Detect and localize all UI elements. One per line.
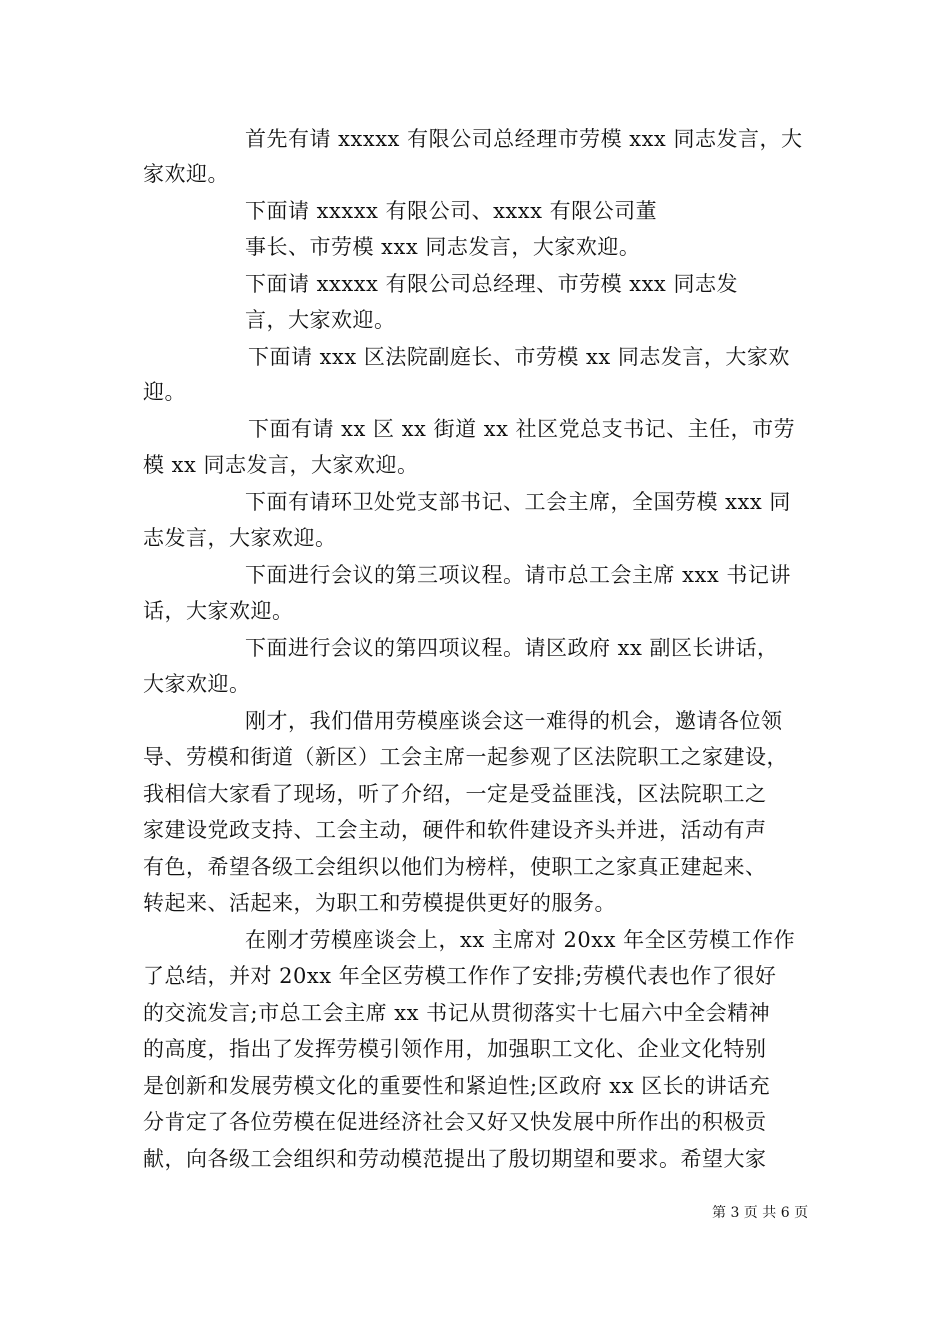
text-line-8: 迎。 xyxy=(143,380,186,404)
text-line-21: 有色，希望各级工会组织以他们为榜样，使职工之家真正建起来、 xyxy=(143,855,767,879)
text-line-29: 献，向各级工会组织和劳动模范提出了殷切期望和要求。希望大家 xyxy=(143,1147,767,1171)
text-line-26: 的高度，指出了发挥劳模引领作用，加强职工文化、企业文化特别 xyxy=(143,1037,767,1061)
text-line-14: 话，大家欢迎。 xyxy=(143,599,294,623)
text-line-15: 下面进行会议的第四项议程。请区政府 xx 副区长讲话， xyxy=(245,636,779,660)
text-line-7: 下面请 xxx 区法院副庭长、市劳模 xx 同志发言，大家欢 xyxy=(248,345,790,369)
text-line-1: 首先有请 xxxxx 有限公司总经理市劳模 xxx 同志发言，大 xyxy=(245,127,803,151)
text-line-13: 下面进行会议的第三项议程。请市总工会主席 xxx 书记讲 xyxy=(245,563,791,587)
text-line-19: 我相信大家看了现场，听了介绍，一定是受益匪浅，区法院职工之 xyxy=(143,782,767,806)
text-line-5: 下面请 xxxxx 有限公司总经理、市劳模 xxx 同志发 xyxy=(245,272,738,296)
text-line-12: 志发言，大家欢迎。 xyxy=(143,526,337,550)
text-line-20: 家建设党政支持、工会主动，硬件和软件建设齐头并进，活动有声 xyxy=(143,818,767,842)
text-line-18: 导、劳模和街道（新区）工会主席一起参观了区法院职工之家建设， xyxy=(143,745,788,769)
text-line-3: 下面请 xxxxx 有限公司、xxxx 有限公司董 xyxy=(245,199,658,223)
text-line-4: 事长、市劳模 xxx 同志发言，大家欢迎。 xyxy=(245,235,641,259)
text-line-6: 言，大家欢迎。 xyxy=(245,308,396,332)
text-line-11: 下面有请环卫处党支部书记、工会主席，全国劳模 xxx 同 xyxy=(245,490,791,514)
text-line-17: 刚才，我们借用劳模座谈会这一难得的机会，邀请各位领 xyxy=(245,709,783,733)
text-line-27: 是创新和发展劳模文化的重要性和紧迫性;区政府 xx 区长的讲话充 xyxy=(143,1074,771,1098)
text-line-23: 在刚才劳模座谈会上，xx 主席对 20xx 年全区劳模工作作 xyxy=(245,928,796,952)
text-line-2: 家欢迎。 xyxy=(143,162,229,186)
text-line-9: 下面有请 xx 区 xx 街道 xx 社区党总支书记、主任，市劳 xyxy=(248,417,796,441)
text-line-25: 的交流发言;市总工会主席 xx 书记从贯彻落实十七届六中全会精神 xyxy=(143,1001,771,1025)
text-line-22: 转起来、活起来，为职工和劳模提供更好的服务。 xyxy=(143,891,616,915)
text-line-10: 模 xx 同志发言，大家欢迎。 xyxy=(143,453,419,477)
page-number: 第 3 页 共 6 页 xyxy=(712,1205,809,1221)
text-line-24: 了总结，并对 20xx 年全区劳模工作作了安排;劳模代表也作了很好 xyxy=(143,964,777,988)
text-line-28: 分肯定了各位劳模在促进经济社会又好又快发展中所作出的积极贡 xyxy=(143,1110,767,1134)
text-line-16: 大家欢迎。 xyxy=(143,672,251,696)
